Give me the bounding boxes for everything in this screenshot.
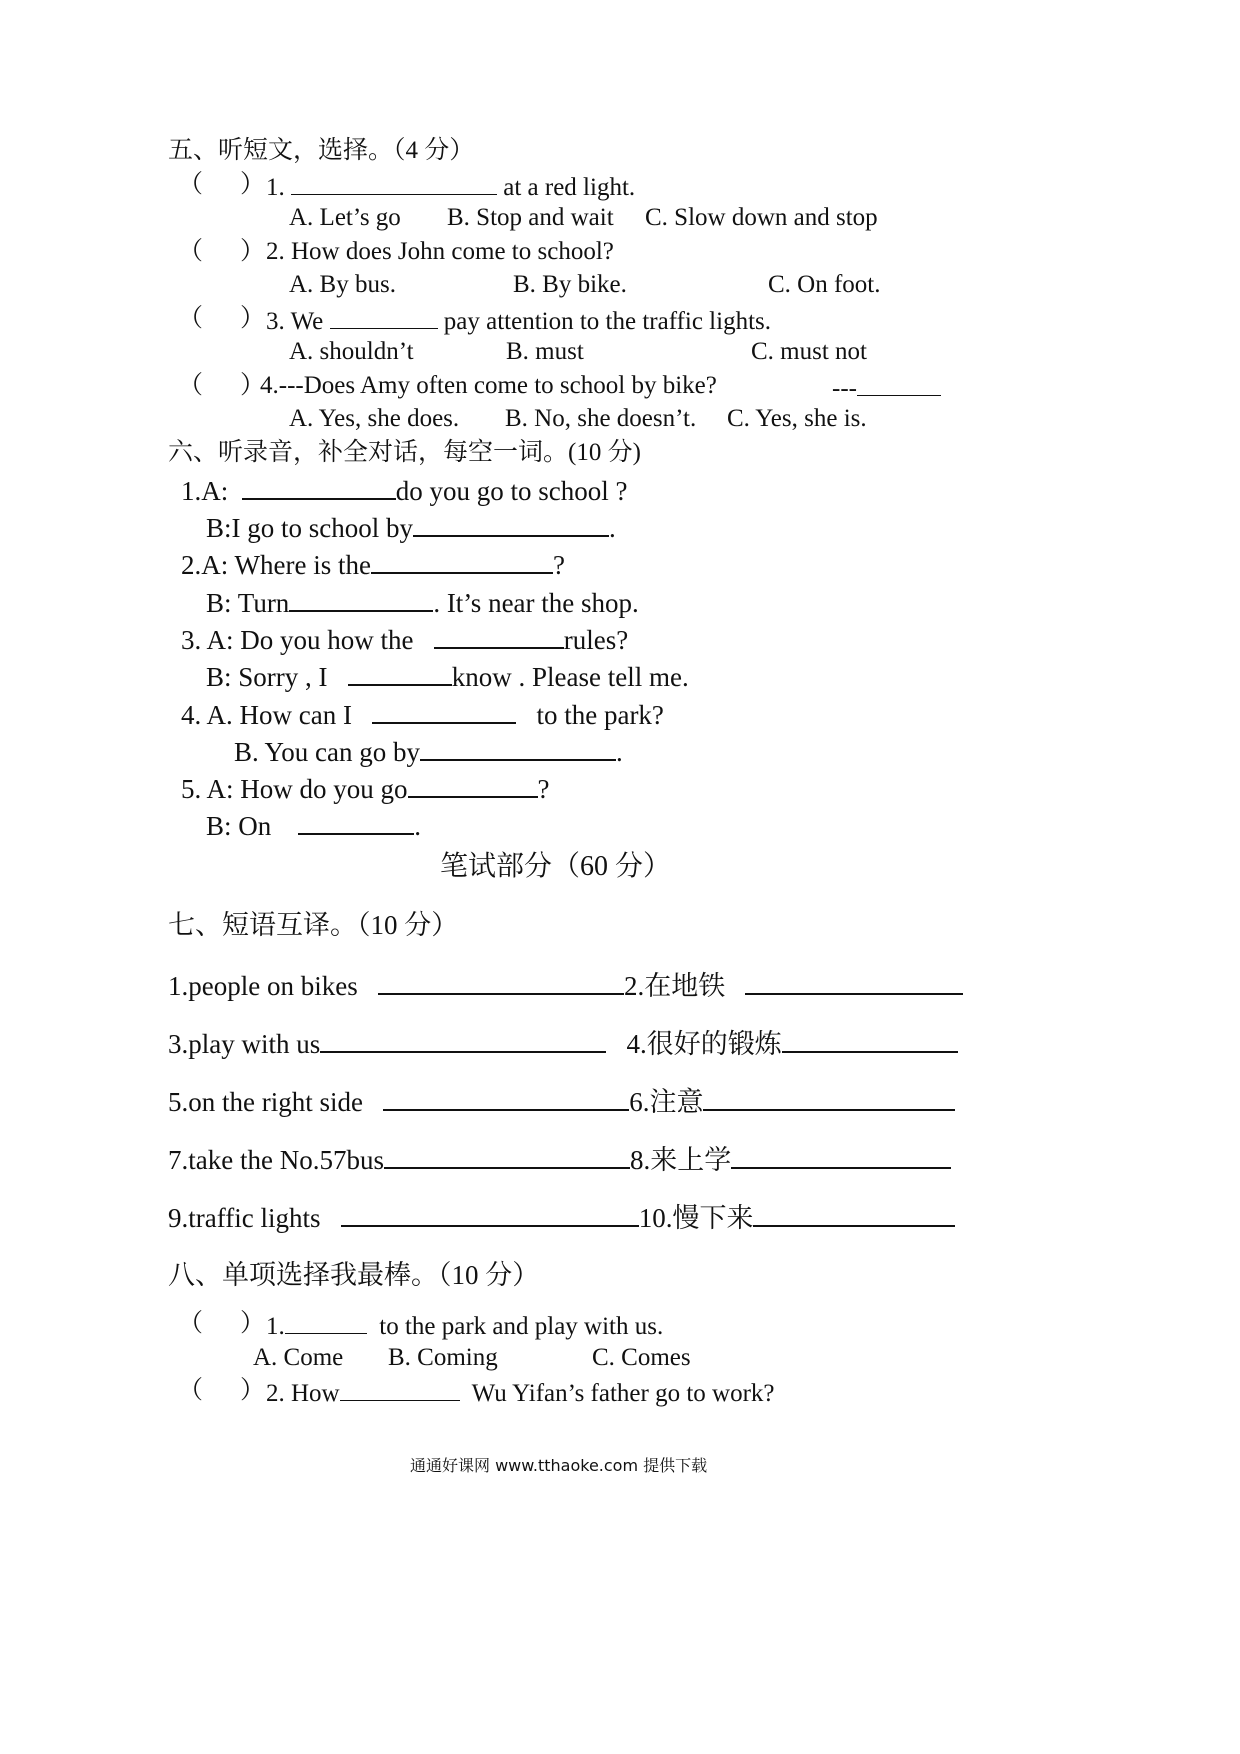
question-row bbox=[260, 373, 717, 398]
blank-line[interactable] bbox=[371, 550, 553, 574]
reply-line bbox=[832, 373, 941, 401]
dialogue-line bbox=[206, 662, 689, 691]
answer-paren-close: ） bbox=[240, 171, 266, 198]
dialogue-text: ? bbox=[537, 774, 550, 804]
option-b: B. Coming bbox=[388, 1344, 498, 1371]
phrase-item bbox=[168, 1145, 951, 1174]
answer-paren-open: （ bbox=[178, 238, 204, 265]
answer-paren-close: ） bbox=[240, 238, 266, 265]
answer-paren-open: （ bbox=[178, 305, 204, 332]
dialogue-text: 2.A: Where is the bbox=[181, 550, 371, 580]
phrase-text: 5.on the right side bbox=[168, 1087, 363, 1117]
dialogue-text: 4. A. How can I bbox=[181, 700, 352, 730]
answer-paren-open: （ bbox=[178, 1377, 204, 1404]
dialogue-text: rules? bbox=[563, 625, 629, 655]
option-a: A. Yes, she does. bbox=[289, 405, 460, 432]
dialogue-text: do you go to school ? bbox=[395, 476, 628, 506]
dialogue-line bbox=[206, 513, 616, 542]
dialogue-text: know . Please tell me. bbox=[451, 662, 689, 692]
blank-line[interactable] bbox=[857, 373, 941, 396]
option-b: B. No, she doesn’t. bbox=[505, 405, 697, 432]
question-number: 2. bbox=[266, 238, 285, 265]
phrase-item bbox=[168, 971, 963, 1000]
blank-line[interactable] bbox=[408, 774, 538, 798]
phrase-text: 2.在地铁 bbox=[623, 971, 726, 1001]
question-number: 2. How bbox=[266, 1380, 340, 1407]
option-c: C. Yes, she is. bbox=[727, 405, 867, 432]
dialogue-line bbox=[181, 625, 628, 654]
blank-line[interactable] bbox=[348, 662, 452, 686]
dialogue-line bbox=[206, 811, 421, 840]
phrase-item bbox=[168, 1029, 958, 1058]
option-a: A. By bus. bbox=[289, 271, 396, 298]
dialogue-text: . bbox=[414, 811, 422, 841]
dialogue-text: . It’s near the shop. bbox=[433, 588, 639, 618]
question-text: pay attention to the traffic lights. bbox=[443, 308, 771, 335]
phrase-item bbox=[168, 1203, 955, 1232]
footer-watermark: 通通好课网 www.tthaoke.com 提供下载 bbox=[410, 1456, 708, 1475]
dialogue-text: B: Sorry , I bbox=[206, 662, 328, 692]
phrase-text: 7.take the No.57bus bbox=[168, 1145, 384, 1175]
blank-line[interactable] bbox=[291, 172, 497, 195]
option-b: B. Stop and wait bbox=[447, 204, 614, 231]
question-text: to the park and play with us. bbox=[379, 1313, 664, 1340]
blank-line[interactable] bbox=[378, 971, 624, 995]
question-text: How does John come to school? bbox=[291, 238, 614, 265]
blank-line[interactable] bbox=[413, 513, 609, 537]
option-a: A. shouldn’t bbox=[289, 338, 414, 365]
blank-line[interactable] bbox=[420, 737, 616, 761]
question-text: ---Does Amy often come to school by bike? bbox=[278, 372, 717, 399]
phrase-text: 6.注意 bbox=[629, 1087, 704, 1117]
blank-line[interactable] bbox=[340, 1378, 460, 1401]
question-number: 1. bbox=[266, 174, 285, 201]
question-row bbox=[266, 239, 614, 264]
blank-line[interactable] bbox=[731, 1145, 951, 1169]
question-row bbox=[266, 306, 771, 334]
dialogue-text: ? bbox=[552, 550, 565, 580]
section-5-heading: 五、听短文，选择。（4 分） bbox=[168, 137, 475, 164]
answer-paren-close: ） bbox=[240, 305, 266, 332]
blank-line[interactable] bbox=[384, 1145, 630, 1169]
option-b: B. By bike. bbox=[513, 271, 627, 298]
question-text: We bbox=[290, 308, 324, 335]
option-c: C. must not bbox=[751, 338, 867, 365]
phrase-text: 10.慢下来 bbox=[638, 1203, 754, 1233]
reply-dashes: --- bbox=[832, 375, 857, 402]
phrase-text: 3.play with us bbox=[168, 1029, 321, 1059]
dialogue-line bbox=[234, 737, 623, 766]
question-row bbox=[266, 172, 635, 200]
dialogue-text: B:I go to school by bbox=[206, 513, 413, 543]
dialogue-text: to the park? bbox=[536, 700, 664, 730]
dialogue-text: B. You can go by bbox=[234, 737, 421, 767]
blank-line[interactable] bbox=[745, 971, 963, 995]
dialogue-line bbox=[181, 700, 664, 729]
answer-paren-close: ） bbox=[240, 372, 266, 399]
dialogue-text: 3. A: Do you how the bbox=[181, 625, 414, 655]
question-text: Wu Yifan’s father go to work? bbox=[471, 1380, 775, 1407]
question-number: 4. bbox=[260, 372, 279, 399]
option-a: A. Come bbox=[253, 1344, 344, 1371]
answer-paren-open: （ bbox=[178, 1310, 204, 1337]
question-text: at a red light. bbox=[503, 174, 636, 201]
dialogue-line bbox=[181, 774, 550, 803]
phrase-text: 9.traffic lights bbox=[168, 1203, 321, 1233]
answer-paren-close: ） bbox=[240, 1377, 266, 1404]
blank-line[interactable] bbox=[341, 1203, 639, 1227]
dialogue-text: B: Turn bbox=[206, 588, 290, 618]
question-number: 3. bbox=[266, 308, 285, 335]
section-7-heading: 七、短语互译。（10 分） bbox=[168, 910, 459, 940]
dialogue-text: . bbox=[616, 737, 623, 767]
option-b: B. must bbox=[506, 338, 584, 365]
written-part-title: 笔试部分（60 分） bbox=[440, 851, 672, 882]
question-number: 1. bbox=[266, 1313, 285, 1340]
blank-line[interactable] bbox=[372, 700, 516, 724]
option-c: C. Slow down and stop bbox=[645, 204, 878, 231]
blank-line[interactable] bbox=[285, 1311, 367, 1334]
dialogue-text: 1.A: bbox=[181, 476, 229, 506]
phrase-text: 1.people on bikes bbox=[168, 971, 358, 1001]
section-8-heading: 八、单项选择我最棒。（10 分） bbox=[168, 1260, 540, 1290]
dialogue-text: . bbox=[609, 513, 616, 543]
option-a: A. Let’s go bbox=[289, 204, 401, 231]
option-c: C. On foot. bbox=[768, 271, 881, 298]
blank-line[interactable] bbox=[289, 588, 433, 612]
dialogue-line bbox=[206, 588, 639, 617]
dialogue-line bbox=[181, 550, 565, 579]
section-6-heading: 六、听录音，补全对话，每空一词。(10 分) bbox=[168, 439, 641, 466]
blank-line[interactable] bbox=[298, 811, 414, 835]
phrase-text: 4.很好的锻炼 bbox=[626, 1029, 782, 1059]
blank-line[interactable] bbox=[242, 476, 396, 500]
phrase-text: 8.来上学 bbox=[629, 1145, 732, 1175]
answer-paren-open: （ bbox=[178, 171, 204, 198]
dialogue-line bbox=[181, 476, 627, 505]
answer-paren-close: ） bbox=[240, 1310, 266, 1337]
question-row bbox=[266, 1311, 663, 1339]
blank-line[interactable] bbox=[383, 1087, 629, 1111]
blank-line[interactable] bbox=[320, 1029, 606, 1053]
question-row bbox=[266, 1378, 775, 1406]
answer-paren-open: （ bbox=[178, 372, 204, 399]
blank-line[interactable] bbox=[330, 306, 438, 329]
blank-line[interactable] bbox=[434, 625, 564, 649]
blank-line[interactable] bbox=[782, 1029, 958, 1053]
blank-line[interactable] bbox=[753, 1203, 955, 1227]
blank-line[interactable] bbox=[703, 1087, 955, 1111]
dialogue-text: 5. A: How do you go bbox=[181, 774, 408, 804]
option-c: C. Comes bbox=[592, 1344, 691, 1371]
dialogue-text: B: On bbox=[206, 811, 272, 841]
phrase-item bbox=[168, 1087, 955, 1116]
